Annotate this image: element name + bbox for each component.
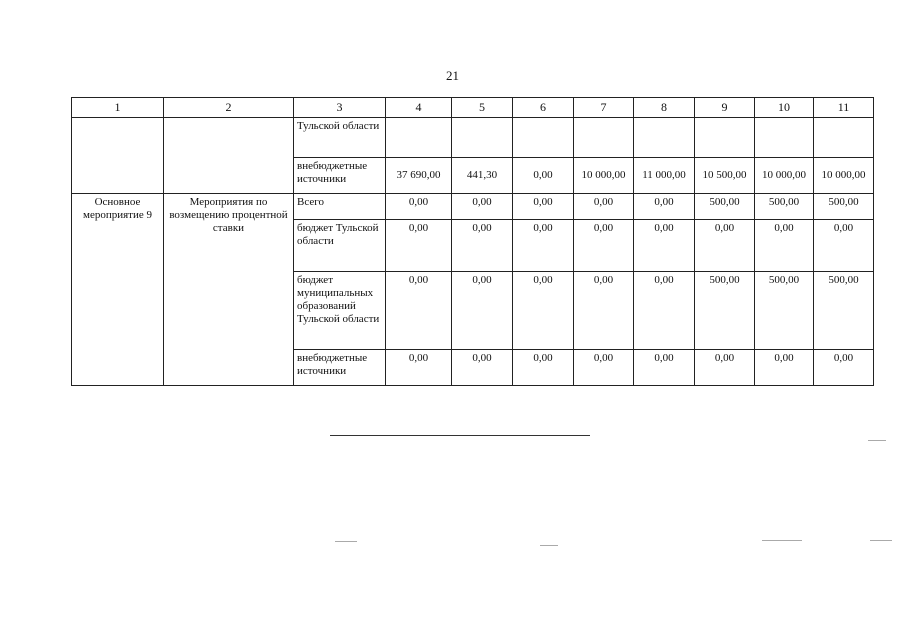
source-cell: внебюджетные источники xyxy=(294,350,386,386)
continued-cell-1 xyxy=(72,118,164,194)
scan-speck xyxy=(870,540,892,541)
value-cell: 0,00 xyxy=(452,220,513,272)
end-rule xyxy=(330,435,590,436)
value-cell: 500,00 xyxy=(814,272,874,350)
value-cell: 0,00 xyxy=(513,220,574,272)
value-cell: 0,00 xyxy=(513,158,574,194)
header-cell: 4 xyxy=(386,98,452,118)
scan-speck xyxy=(762,540,802,541)
header-cell: 8 xyxy=(634,98,695,118)
value-cell: 10 000,00 xyxy=(814,158,874,194)
header-cell: 2 xyxy=(164,98,294,118)
value-cell: 0,00 xyxy=(574,194,634,220)
header-cell: 10 xyxy=(755,98,814,118)
value-cell: 0,00 xyxy=(452,194,513,220)
header-cell: 5 xyxy=(452,98,513,118)
activity-description-cell: Мероприятия по возмещению процентной ставки xyxy=(164,194,294,386)
header-cell: 6 xyxy=(513,98,574,118)
source-cell: Всего xyxy=(294,194,386,220)
value-cell: 0,00 xyxy=(634,194,695,220)
value-cell: 10 500,00 xyxy=(695,158,755,194)
value-cell: 0,00 xyxy=(574,350,634,386)
value-cell: 0,00 xyxy=(386,220,452,272)
value-cell: 500,00 xyxy=(755,194,814,220)
value-cell: 0,00 xyxy=(386,272,452,350)
value-cell: 0,00 xyxy=(755,350,814,386)
value-cell: 0,00 xyxy=(386,194,452,220)
value-cell: 0,00 xyxy=(634,272,695,350)
value-cell: 0,00 xyxy=(755,220,814,272)
value-cell: 0,00 xyxy=(574,220,634,272)
table-row xyxy=(72,194,874,220)
header-cell: 3 xyxy=(294,98,386,118)
scan-speck xyxy=(540,545,558,546)
source-cell: бюджет муниципальных образований Тульской области xyxy=(294,272,386,350)
value-cell: 11 000,00 xyxy=(634,158,695,194)
value-cell: 0,00 xyxy=(386,350,452,386)
value-cell: 0,00 xyxy=(634,220,695,272)
table-header-row xyxy=(72,98,874,118)
value-cell: 500,00 xyxy=(814,194,874,220)
value-cell: 0,00 xyxy=(695,220,755,272)
value-cell: 0,00 xyxy=(695,350,755,386)
value-cell: 441,30 xyxy=(452,158,513,194)
value-cell: 500,00 xyxy=(695,272,755,350)
value-cell: 0,00 xyxy=(452,350,513,386)
value-cell: 500,00 xyxy=(695,194,755,220)
value-cell: 0,00 xyxy=(513,350,574,386)
value-cell: 500,00 xyxy=(755,272,814,350)
value-cell: 37 690,00 xyxy=(386,158,452,194)
value-cell: 10 000,00 xyxy=(574,158,634,194)
value-cell: 0,00 xyxy=(513,272,574,350)
continued-cell-2 xyxy=(164,118,294,194)
header-cell: 9 xyxy=(695,98,755,118)
header-cell: 7 xyxy=(574,98,634,118)
budget-table xyxy=(71,97,874,386)
scan-speck xyxy=(335,541,357,542)
value-cell: 0,00 xyxy=(574,272,634,350)
value-cell: 10 000,00 xyxy=(755,158,814,194)
value-cell: 0,00 xyxy=(814,350,874,386)
header-cell: 11 xyxy=(814,98,874,118)
value-cell: 0,00 xyxy=(814,220,874,272)
source-cell: бюджет Тульской области xyxy=(294,220,386,272)
scan-speck xyxy=(868,440,886,441)
value-cell: 0,00 xyxy=(634,350,695,386)
page-number: 21 xyxy=(446,68,459,83)
header-cell: 1 xyxy=(72,98,164,118)
value-cell: 0,00 xyxy=(452,272,513,350)
value-cell: 0,00 xyxy=(513,194,574,220)
table-row xyxy=(72,118,874,158)
source-cell: Тульской области xyxy=(294,118,386,158)
activity-name-cell: Основное мероприятие 9 xyxy=(72,194,164,386)
source-cell: внебюджетные источники xyxy=(294,158,386,194)
